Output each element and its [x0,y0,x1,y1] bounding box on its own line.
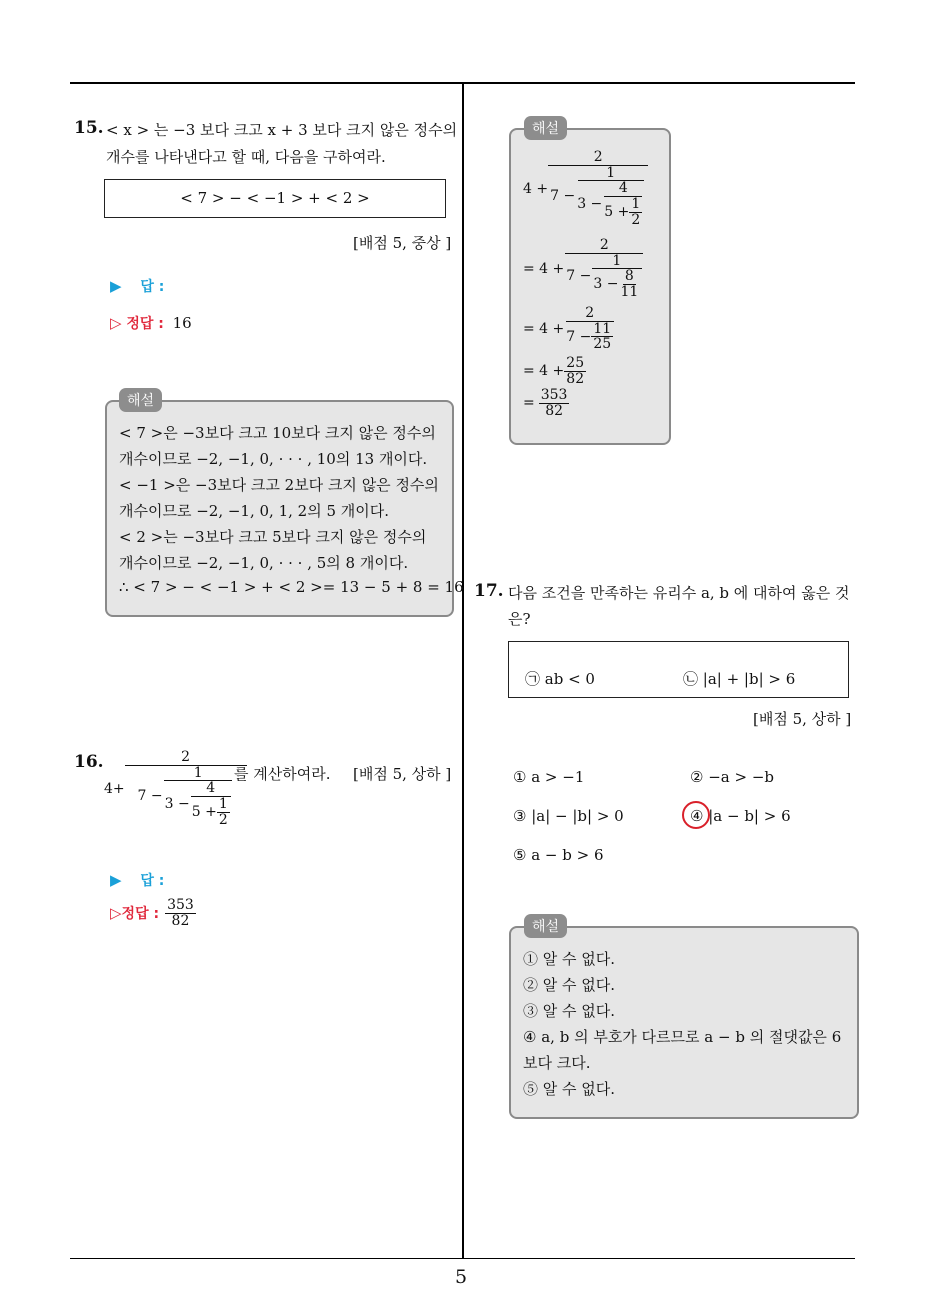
q17-condition-box [508,641,849,698]
q15-solution-line-3: < −1 >은 −3보다 크고 2보다 크지 않은 정수의 [119,476,439,494]
q15-expression-box [104,179,446,218]
q15-text-line1: < x > 는 −3 보다 크고 x + 3 보다 크지 않은 정수의 [106,121,458,139]
q17-choice-1[interactable]: ① a > −1 [513,768,585,786]
q17-text-line1: 다음 조건을 만족하는 유리수 a, b 에 대하여 옳은 것 [508,584,850,602]
q17-choice-5[interactable]: ⑤ a − b > 6 [513,846,604,864]
q16-text: 를 계산하여라. [234,765,331,783]
q15-correct-value: 16 [172,314,192,332]
play-arrow-icon: ▶ [110,277,122,295]
q16-correct-label: 정답 : [121,906,160,923]
q15-solution-line-4: 개수이므로 −2, −1, 0, 1, 2의 5 개이다. [119,502,390,520]
q17-text-line2: 은? [508,610,531,628]
q15-score: [배점 5, 중상 ] [353,234,452,252]
q15-solution-line-1: < 7 >은 −3보다 크고 10보다 크지 않은 정수의 [119,424,436,442]
q17-solution-box [509,926,859,1119]
column-divider [462,83,464,1259]
bottom-rule [70,1258,855,1259]
q15-solution-box [105,400,464,617]
q15-solution-line-7: ∴ < 7 > − < −1 > + < 2 >= 13 − 5 + 8 = 16 [119,578,464,596]
selected-choice-circle [682,801,710,829]
q15-answer-label: 답 : [140,279,165,295]
q15-solution-line-5: < 2 >는 −3보다 크고 5보다 크지 않은 정수의 [119,528,427,546]
q15-solution-line-2: 개수이므로 −2, −1, 0, · · · , 10의 13 개이다. [119,450,428,468]
q15-correct-label: 정답 : [126,316,164,332]
q16-solution-step-2: = 4 + 2 7 − 1 3 − $\frac{8}{11}$ [523,238,644,300]
q17-choice-4[interactable]: ④ |a − b| > 6 [690,807,791,825]
q17-choice-3[interactable]: ③ |a| − |b| > 0 [513,807,624,825]
q15-expression: < 7 > − < −1 > + < 2 > [180,189,370,207]
q17-solution-line-5: 보다 크다. [523,1054,591,1072]
q15-text-line2: 개수를 나타낸다고 할 때, 다음을 구하여라. [106,148,386,166]
q17-condition-1: ㉠ ab < 0 [525,670,595,688]
q16-solution-step-1: 4 + 2 7 − 1 3 − 4 5 + $\frac{1}{2}$ [523,150,648,227]
outline-arrow-icon: ▷ [110,904,122,923]
page-number: 5 [455,1266,468,1288]
q16-number: 16. [74,752,104,772]
q15-solution-line-6: 개수이므로 −2, −1, 0, · · · , 5의 8 개이다. [119,554,409,572]
q17-solution-line-4: ④ a, b 의 부호가 다르므로 a − b 의 절댓값은 6 [523,1028,842,1046]
q17-solution-tag: 해설 [524,914,567,938]
q16-solution-step-3: = 4 + 2 7 − $\frac{11}{25}$ [523,306,615,352]
q16-answer-row [110,870,164,890]
q16-correct-fraction: $\frac{353}{82}$ [167,897,194,929]
q16-solution-step-4: = 4 + $\frac{25}{82}$ [523,355,585,387]
q16-solution-step-5: = $\frac{353}{82}$ [523,387,568,419]
q17-number: 17. [474,581,504,601]
q17-condition-2: ㉡ |a| + |b| > 6 [683,670,796,688]
outline-arrow-icon: ▷ [110,314,122,332]
q17-solution-line-2: ② 알 수 없다. [523,976,616,994]
q16-solution-tag: 해설 [524,116,567,140]
q17-solution-line-1: ① 알 수 없다. [523,950,616,968]
q16-correct-row [110,898,196,928]
play-arrow-icon: ▶ [110,871,122,889]
q17-score: [배점 5, 상하 ] [753,710,852,728]
q15-correct-row [110,313,192,333]
q17-choice-2[interactable]: ② −a > −b [690,768,775,786]
q15-number: 15. [74,118,104,138]
q16-solution-box [509,128,671,445]
q17-solution-line-6: ⑤ 알 수 없다. [523,1080,616,1098]
q16-fraction: 4+ 2 7 − 1 3 − 4 5 + $\frac{1}{2}$ [104,750,247,827]
q15-answer-row [110,276,164,296]
q15-solution-tag: 해설 [119,388,162,412]
q16-answer-label: 답 : [140,873,165,889]
q17-solution-line-3: ③ 알 수 없다. [523,1002,616,1020]
q16-score: [배점 5, 상하 ] [353,765,452,783]
